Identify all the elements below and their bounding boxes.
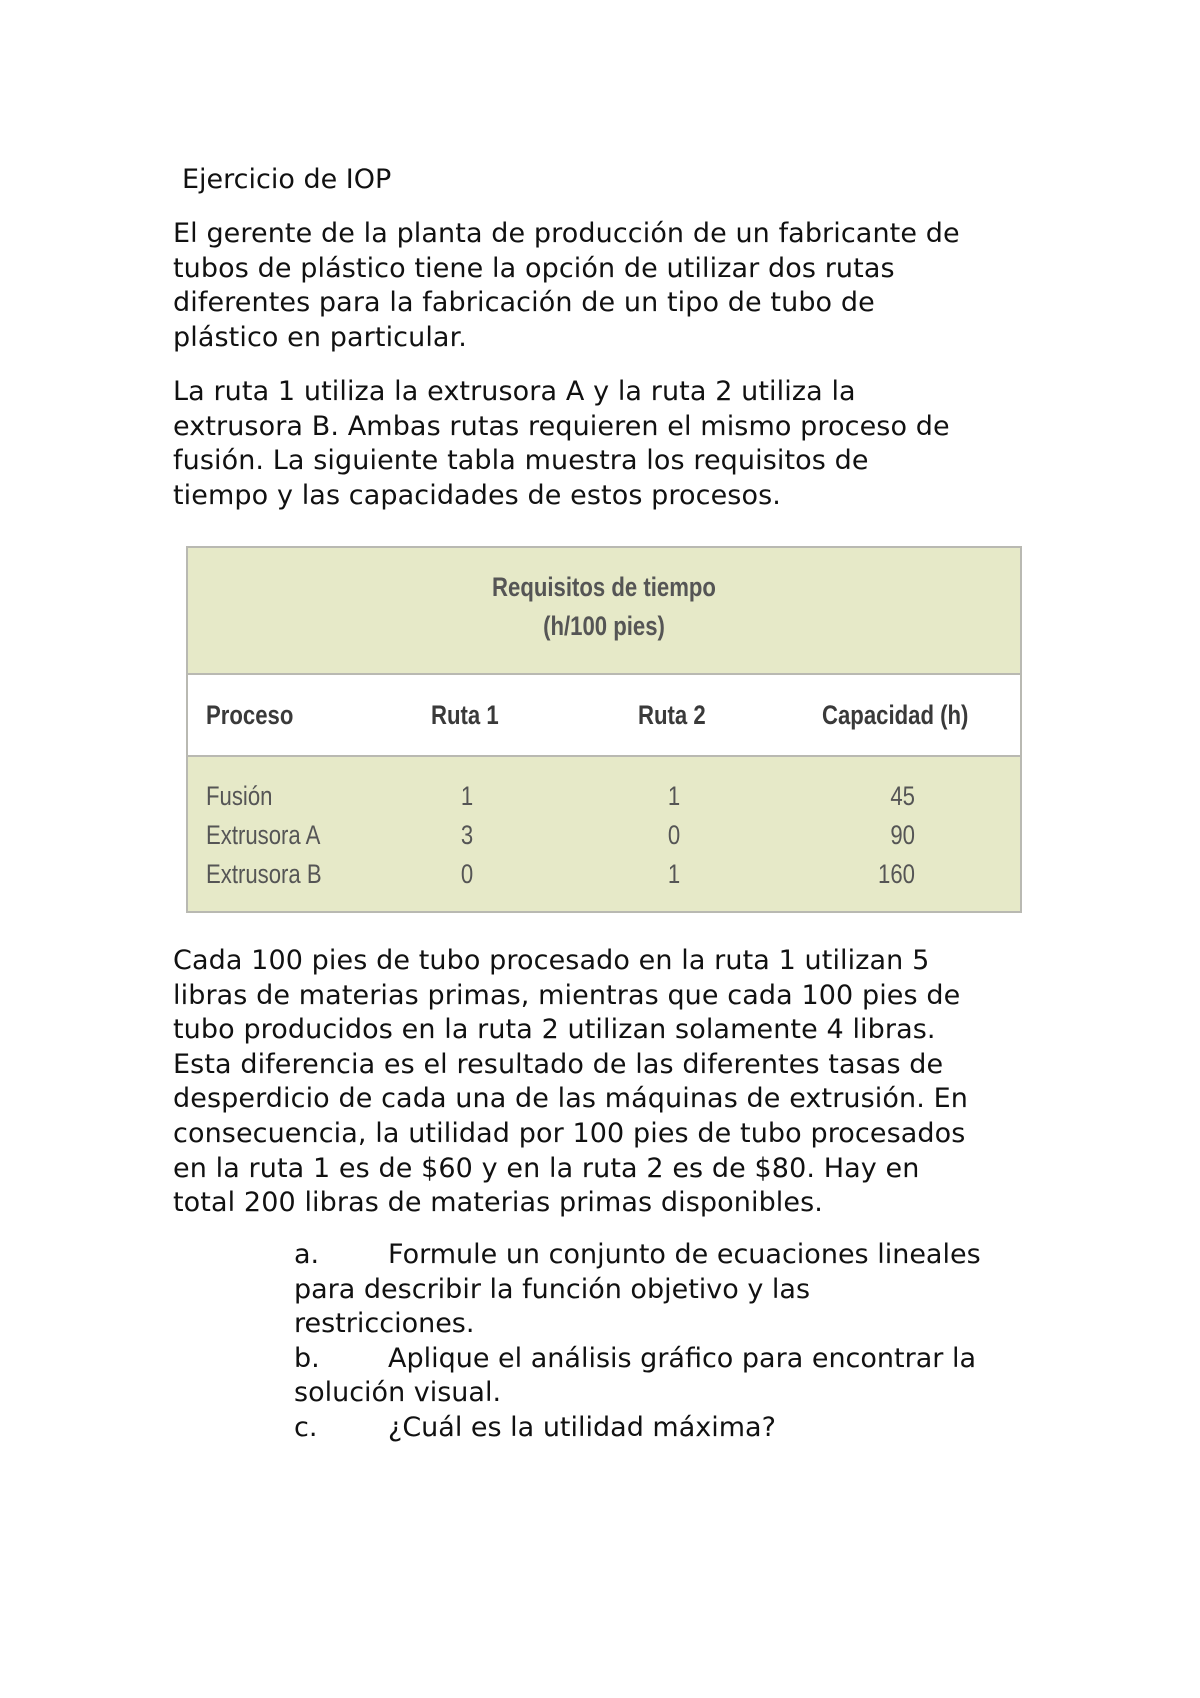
paragraph-line: La ruta 1 utiliza la extrusora A y la ruta 2 utiliza la (173, 376, 856, 407)
table-cell: Extrusora A (206, 820, 321, 850)
table-cell: 3 (460, 820, 474, 850)
column-header-ruta-1: Ruta 1 (431, 700, 499, 730)
list-item-line: para describir la función objetivo y las (294, 1273, 811, 1305)
paragraph-line: diferentes para la fabricación de un tipo de tubo de (173, 287, 875, 319)
table-cell: 1 (667, 781, 681, 811)
table-cell: 0 (460, 859, 474, 889)
paragraph-line: tubo producidos en la ruta 2 utilizan solamente 4 libras. (173, 1014, 936, 1046)
paragraph-line: en la ruta 1 es de $60 y en la ruta 2 es de $80. Hay en (173, 1152, 920, 1184)
list-marker: b. (294, 1342, 320, 1374)
list-item-line: Aplique el análisis gráfico para encontrar la (388, 1342, 976, 1374)
table-cell: Fusión (206, 781, 273, 811)
paragraph-line: tiempo y las capacidades de estos procesos. (173, 479, 781, 511)
list-item-line: solución visual. (294, 1377, 502, 1409)
list-item (294, 1411, 1074, 1446)
table-cell: 0 (667, 820, 681, 850)
table-cell: 1 (667, 859, 681, 889)
list-item-line: ¿Cuál es la utilidad máxima? (388, 1411, 776, 1443)
list-item (294, 1342, 1074, 1411)
list-marker: a. (294, 1239, 320, 1270)
list-item (294, 1238, 1074, 1342)
questions-list (294, 1238, 1074, 1446)
paragraph-line: libras de materias primas, mientras que cada 100 pies de (173, 979, 961, 1011)
table-subtitle: (h/100 pies) (543, 611, 665, 641)
list-item-text (294, 1342, 1074, 1411)
table-body (188, 757, 1020, 911)
table-column-headers (188, 675, 1020, 757)
routes-paragraph (173, 375, 1073, 513)
paragraph-line: plástico en particular. (173, 321, 467, 353)
list-item-text (294, 1238, 1074, 1342)
paragraph-line: El gerente de la planta de producción de un fabricante de (173, 218, 960, 249)
list-marker: c. (294, 1411, 318, 1443)
intro-paragraph (173, 217, 1073, 355)
table-cell: 90 (890, 820, 915, 850)
paragraph-line: consecuencia, la utilidad por 100 pies de tubo procesados (173, 1117, 966, 1149)
materials-paragraph (173, 944, 1073, 1221)
paragraph-line: extrusora B. Ambas rutas requieren el mismo proceso de (173, 410, 950, 442)
column-header-ruta-2: Ruta 2 (638, 700, 706, 730)
list-item-line: restricciones. (294, 1308, 475, 1340)
paragraph-line: Cada 100 pies de tubo procesado en la ruta 1 utilizan 5 (173, 945, 930, 976)
list-item-text (294, 1411, 1074, 1446)
table-cell: Extrusora B (206, 859, 322, 889)
table-cell: 160 (878, 859, 915, 889)
table-title: Requisitos de tiempo (492, 572, 716, 602)
column-header-capacidad: Capacidad (h) (822, 700, 969, 730)
table-header (188, 548, 1020, 675)
paragraph-line: fusión. La siguiente tabla muestra los requisitos de (173, 445, 869, 477)
table-cell: 1 (460, 781, 474, 811)
time-requirements-table (186, 546, 1022, 913)
paragraph-line: desperdicio de cada una de las máquinas de extrusión. En (173, 1083, 968, 1115)
list-item-line: Formule un conjunto de ecuaciones lineales (388, 1239, 981, 1270)
table-cell: 45 (890, 781, 915, 811)
paragraph-line: Esta diferencia es el resultado de las diferentes tasas de (173, 1048, 944, 1080)
paragraph-line: total 200 libras de materias primas disponibles. (173, 1187, 823, 1219)
paragraph-line: tubos de plástico tiene la opción de utilizar dos rutas (173, 252, 895, 284)
document-title: Ejercicio de IOP (182, 164, 392, 195)
column-header-proceso: Proceso (206, 700, 294, 730)
